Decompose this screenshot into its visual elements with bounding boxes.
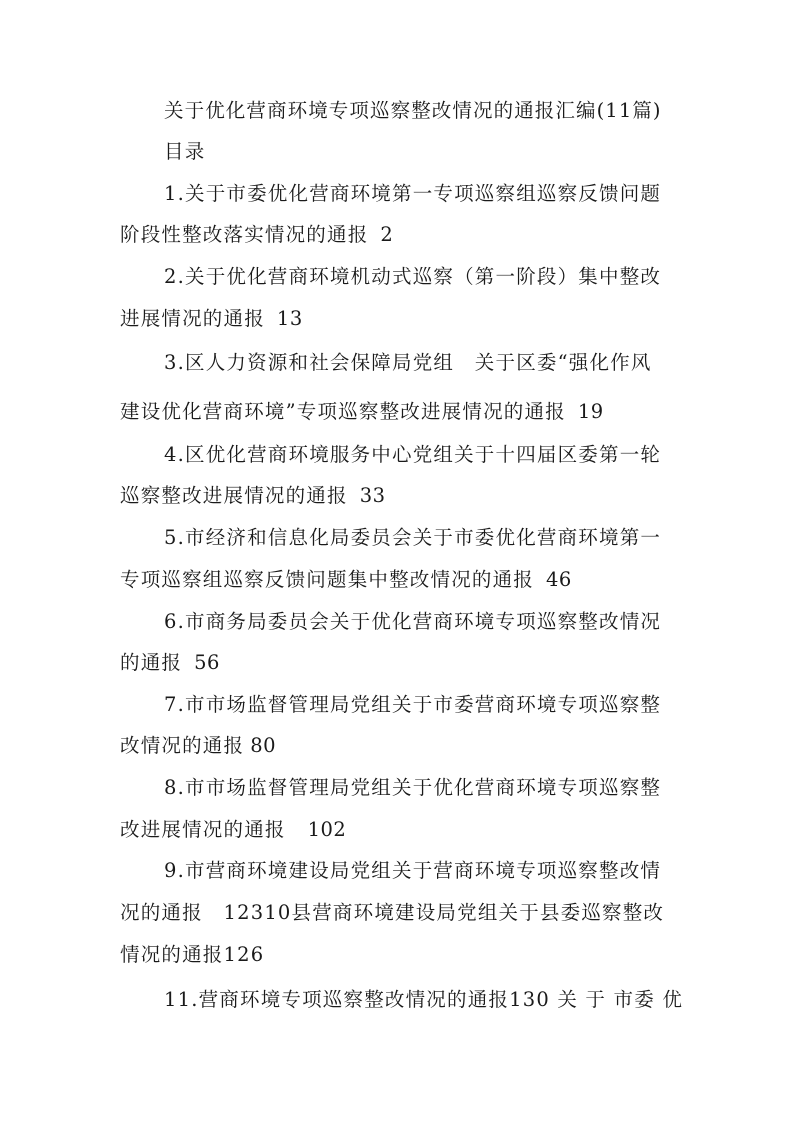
toc-entry-text: 进展情况的通报: [120, 307, 265, 330]
toc-entry-text: 改进展情况的通报: [120, 818, 286, 841]
toc-page-number: 102: [307, 818, 347, 841]
toc-entry-7-line2: [120, 733, 276, 759]
toc-page-number: 46: [546, 568, 572, 591]
toc-heading: 目录: [164, 140, 206, 163]
toc-entry-6-line2: [120, 650, 220, 676]
toc-entry-text: 改情况的通报: [120, 734, 245, 757]
toc-page-number: 19: [577, 400, 604, 423]
toc-entry-1-line1: 1.关于市委优化营商环境第一专项巡察组巡察反馈问题: [164, 182, 662, 205]
toc-entry-3-line1: 3.区人力资源和社会保障局党组 关于区委“强化作风: [164, 351, 652, 374]
document-title: 关于优化营商环境专项巡察整改情况的通报汇编(11篇): [164, 99, 662, 122]
toc-page-number: 2: [380, 223, 394, 246]
toc-entry-text: 的通报: [120, 651, 183, 674]
toc-entry-9-line1: 9.市营商环境建设局党组关于营商环境专项巡察整改情: [164, 859, 662, 882]
toc-entry-text: 巡察整改进展情况的通报: [120, 484, 348, 507]
toc-entry-9-line2: 况的通报 12310县营商环境建设局党组关于县委巡察整改: [120, 901, 665, 924]
toc-page-number: 13: [276, 307, 303, 330]
toc-entry-5-line1: 5.市经济和信息化局委员会关于市委优化营商环境第一: [164, 526, 662, 549]
toc-entry-5-line2: [120, 567, 572, 593]
toc-entry-text: 建设优化营商环境”专项巡察整改进展情况的通报: [120, 400, 566, 423]
toc-page-number: 33: [359, 484, 386, 507]
toc-entry-7-line1: 7.市市场监督管理局党组关于市委营商环境专项巡察整: [164, 693, 662, 716]
toc-entry-11-line1: 11.营商环境专项巡察整改情况的通报130 关 于 市委 优: [164, 988, 684, 1011]
toc-entry-4-line2: [120, 483, 386, 509]
toc-page-number: 80: [250, 734, 277, 757]
toc-entry-1-line2: [120, 222, 393, 248]
toc-entry-2-line2: [120, 306, 303, 332]
toc-entry-text: 阶段性整改落实情况的通报: [120, 223, 369, 246]
toc-entry-text: 专项巡察组巡察反馈问题集中整改情况的通报: [120, 568, 535, 591]
toc-page-number: 56: [194, 651, 220, 674]
toc-entry-4-line1: 4.区优化营商环境服务中心党组关于十四届区委第一轮: [164, 443, 662, 466]
toc-entry-10-line: 情况的通报126: [120, 943, 265, 966]
toc-entry-3-line2: [120, 399, 604, 425]
toc-entry-8-line2: [120, 817, 346, 843]
toc-entry-6-line1: 6.市商务局委员会关于优化营商环境专项巡察整改情况: [164, 610, 662, 633]
toc-entry-8-line1: 8.市市场监督管理局党组关于优化营商环境专项巡察整: [164, 776, 662, 799]
toc-entry-2-line1: 2.关于优化营商环境机动式巡察（第一阶段）集中整改: [164, 265, 662, 288]
